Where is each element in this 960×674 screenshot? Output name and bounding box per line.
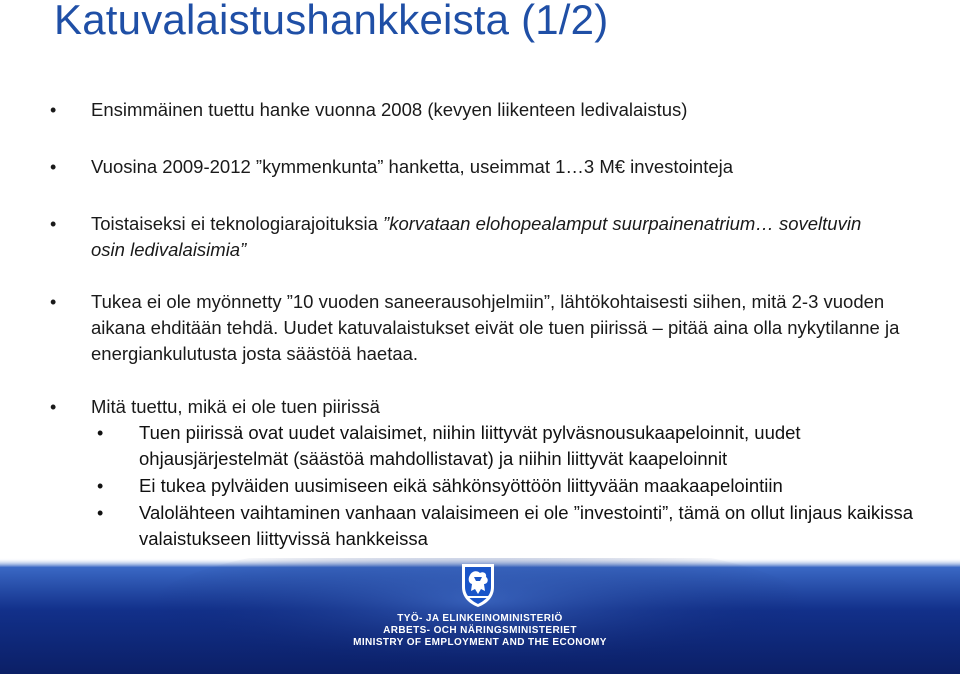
- bullet-item: [50, 289, 930, 367]
- bullet-item: [50, 97, 930, 123]
- finnish-lion-crest-icon: [458, 561, 498, 609]
- ministry-name-fi: TYÖ- JA ELINKEINOMINISTERIÖ: [397, 613, 563, 624]
- bullet-dot-icon: •: [50, 397, 57, 417]
- sub-bullet-dot-icon: •: [97, 423, 104, 443]
- sub-bullet-item: [97, 473, 917, 499]
- bullet-text: Ensimmäinen tuettu hanke vuonna 2008 (kevyen liikenteen ledivalaistus): [91, 99, 688, 120]
- ministry-name-sv: ARBETS- OCH NÄRINGSMINISTERIET: [383, 625, 577, 636]
- slide-title: Katuvalaistushankkeista (1/2): [54, 0, 609, 43]
- bullet-text-plain: Toistaiseksi ei teknologiarajoituksia: [91, 213, 384, 234]
- sub-bullet-item: [97, 420, 917, 472]
- bullet-text: Tukea ei ole myönnetty ”10 vuoden saneerausohjelmiin”, lähtökohtaisesti siihen, mitä 2-3 vuoden aikana ehditään tehdä. Uudet katuvalaistukset eivät ole tuen piirissä – pitää aina olla nykytilanne ja energiankulutusta josta säästöä haetaa.: [91, 291, 900, 364]
- bullet-dot-icon: •: [50, 292, 57, 312]
- sub-bullet-item: [97, 500, 917, 552]
- bullet-item: [50, 394, 930, 420]
- bullet-text: Vuosina 2009-2012 ”kymmenkunta” hanketta, useimmat 1…3 M€ investointeja: [91, 156, 734, 177]
- bullet-text: [91, 211, 890, 263]
- sub-bullet-dot-icon: •: [97, 503, 104, 523]
- bullet-item: [50, 154, 930, 180]
- bullet-item: [50, 211, 890, 263]
- sub-bullet-text: Ei tukea pylväiden uusimiseen eikä sähkönsyöttöön liittyvään maakaapelointiin: [139, 475, 783, 496]
- bullet-text: Mitä tuettu, mikä ei ole tuen piirissä: [91, 396, 380, 417]
- bullet-dot-icon: •: [50, 214, 57, 234]
- bullet-text-italic: ”korvataan elohopealamput suurpainenatrium… soveltuvin osin ledivalaisimia”: [91, 213, 862, 260]
- bullet-dot-icon: •: [50, 157, 57, 177]
- sub-bullet-text: Tuen piirissä ovat uudet valaisimet, niihin liittyvät pylväsnousukaapeloinnit, uudet ohjausjärjestelmät (säästöä mahdollistavat) ja niihin liittyvät kaapeloinnit: [139, 422, 801, 469]
- ministry-name-en: MINISTRY OF EMPLOYMENT AND THE ECONOMY: [353, 637, 607, 648]
- bullet-dot-icon: •: [50, 100, 57, 120]
- sub-bullet-text: Valolähteen vaihtaminen vanhaan valaisimeen ei ole ”investointi”, tämä on ollut linjaus kaikissa valaistukseen liittyvissä hankkeissa: [139, 502, 914, 549]
- sub-bullet-dot-icon: •: [97, 476, 104, 496]
